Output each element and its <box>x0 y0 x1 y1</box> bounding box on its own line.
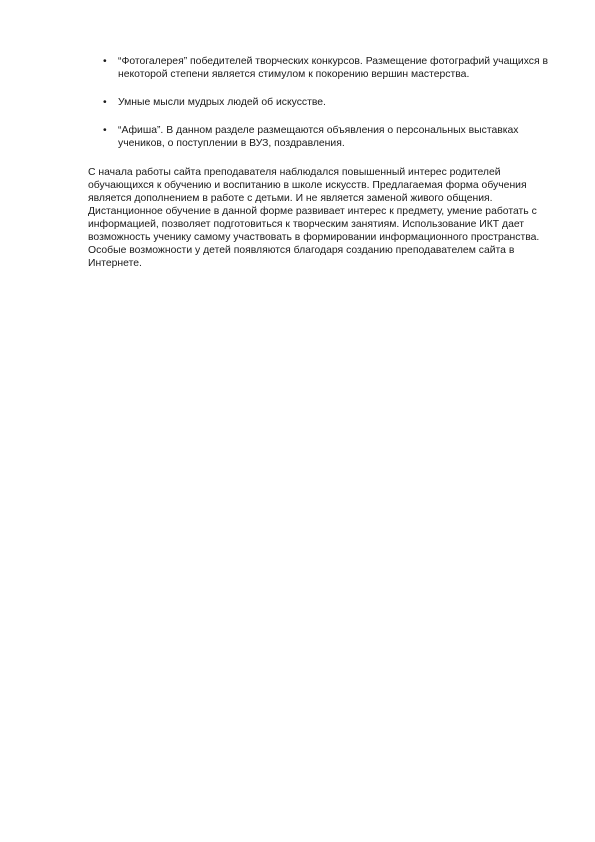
bullet-icon: • <box>103 56 107 67</box>
body-paragraph: С начала работы сайта преподавателя наблюдался повышенный интерес родителей обучающихся к обучению и воспитанию в школе искусств. Предлагаемая форма обучения является дополнением в работе с детьми. И не является заменой живого общения. Дистанционное обучение в данной форме развивает интерес к предмету, умение работать с информацией, позволяет подготовиться к творческим занятиям. Использование ИКТ дает возможность ученику самому участвовать в формировании информационного пространства. Особые возможности у детей появляются благодаря созданию преподавателем сайта в Интернете. <box>88 167 540 269</box>
bullet-item-photogallery <box>0 55 595 81</box>
feature-bullet-list <box>0 55 595 165</box>
bullet-text: Умные мысли мудрых людей об искусстве. <box>118 97 326 108</box>
bullet-item-wise-thoughts <box>0 96 595 109</box>
bullet-icon: • <box>103 125 107 136</box>
bullet-text: “Афиша”. В данном разделе размещаются объявления о персональных выставках учеников, о поступлении в ВУЗ, поздравления. <box>118 125 519 149</box>
bullet-icon: • <box>103 97 107 108</box>
bullet-text: “Фотогалерея” победителей творческих конкурсов. Размещение фотографий учащихся в некоторой степени является стимулом к покорению вершин мастерства. <box>118 56 549 80</box>
bullet-item-afisha <box>0 124 595 150</box>
